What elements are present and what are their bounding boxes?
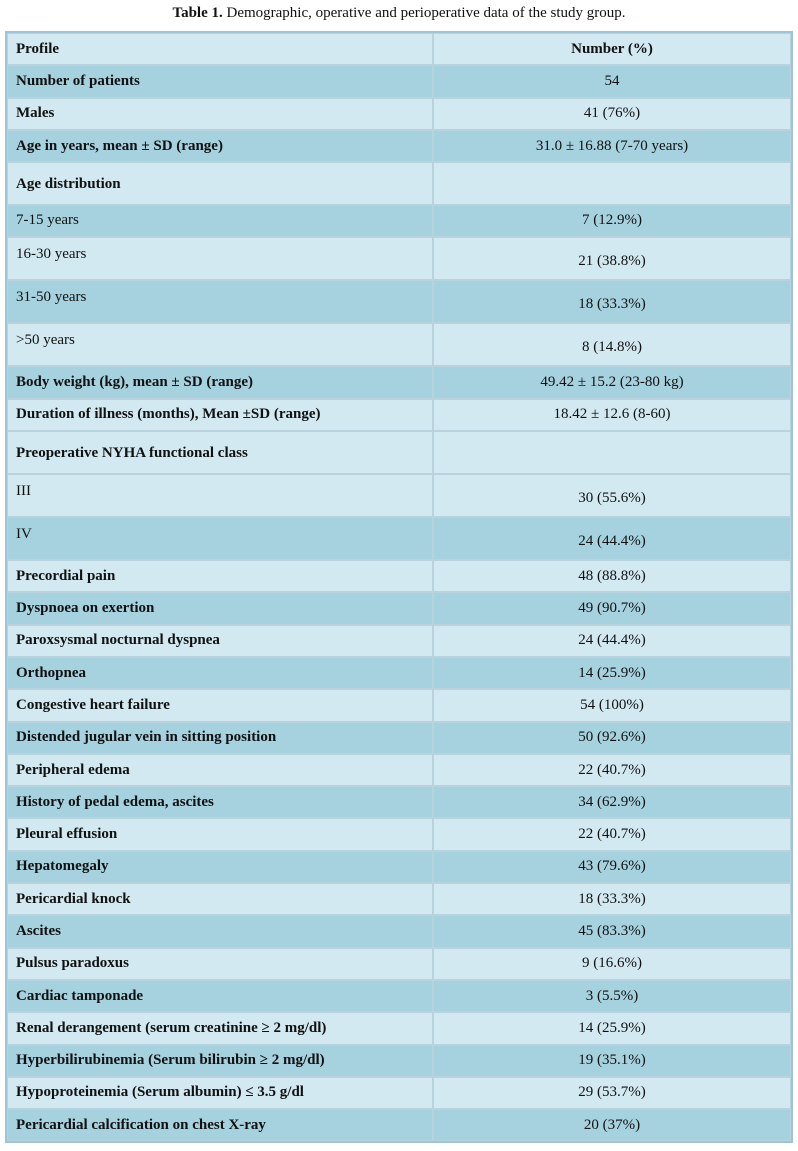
row-value: 20 (37%) bbox=[433, 1109, 791, 1141]
row-value: 49 (90.7%) bbox=[433, 592, 791, 624]
row-label: Dyspnoea on exertion bbox=[7, 592, 433, 624]
demographic-data-table bbox=[5, 31, 793, 1143]
row-label: Hepatomegaly bbox=[7, 851, 433, 883]
row-label: Pleural effusion bbox=[7, 818, 433, 850]
row-label: Number of patients bbox=[7, 65, 433, 97]
row-value: 41 (76%) bbox=[433, 98, 791, 130]
table-row bbox=[7, 948, 791, 980]
row-value: 24 (44.4%) bbox=[433, 517, 791, 560]
row-label: Paroxsysmal nocturnal dyspnea bbox=[7, 625, 433, 657]
row-value: 19 (35.1%) bbox=[433, 1045, 791, 1077]
row-value: 50 (92.6%) bbox=[433, 722, 791, 754]
row-value: 24 (44.4%) bbox=[433, 625, 791, 657]
row-label: 16-30 years bbox=[7, 237, 433, 280]
row-value: 31.0 ± 16.88 (7-70 years) bbox=[433, 130, 791, 162]
row-value: 54 (100%) bbox=[433, 689, 791, 721]
table-row bbox=[7, 205, 791, 237]
row-value: 54 bbox=[433, 65, 791, 97]
row-label: Age in years, mean ± SD (range) bbox=[7, 130, 433, 162]
row-label: Congestive heart failure bbox=[7, 689, 433, 721]
row-value: 8 (14.8%) bbox=[433, 323, 791, 366]
row-label: >50 years bbox=[7, 323, 433, 366]
row-value: 30 (55.6%) bbox=[433, 474, 791, 517]
row-label: 7-15 years bbox=[7, 205, 433, 237]
row-value: 43 (79.6%) bbox=[433, 851, 791, 883]
row-label: Pericardial knock bbox=[7, 883, 433, 915]
row-value: 45 (83.3%) bbox=[433, 915, 791, 947]
row-value: 14 (25.9%) bbox=[433, 1012, 791, 1044]
table-row bbox=[7, 818, 791, 850]
table-row bbox=[7, 592, 791, 624]
table-caption-text: Demographic, operative and perioperative data of the study group. bbox=[222, 5, 626, 21]
row-label: Hyperbilirubinemia (Serum bilirubin ≥ 2 mg/dl) bbox=[7, 1045, 433, 1077]
table-row bbox=[7, 689, 791, 721]
row-label: Hypoproteinemia (Serum albumin) ≤ 3.5 g/dl bbox=[7, 1077, 433, 1109]
table-row bbox=[7, 280, 791, 323]
row-label: Males bbox=[7, 98, 433, 130]
row-value: 18 (33.3%) bbox=[433, 280, 791, 323]
table-row bbox=[7, 130, 791, 162]
table-row bbox=[7, 883, 791, 915]
row-label: Distended jugular vein in sitting position bbox=[7, 722, 433, 754]
row-value: 48 (88.8%) bbox=[433, 560, 791, 592]
table-row bbox=[7, 625, 791, 657]
table-row bbox=[7, 1045, 791, 1077]
row-label: Orthopnea bbox=[7, 657, 433, 689]
table-row bbox=[7, 237, 791, 280]
row-value: 34 (62.9%) bbox=[433, 786, 791, 818]
row-label: Peripheral edema bbox=[7, 754, 433, 786]
section-label: Age distribution bbox=[7, 162, 433, 205]
table-row bbox=[7, 1077, 791, 1109]
row-value: 9 (16.6%) bbox=[433, 948, 791, 980]
row-label: Precordial pain bbox=[7, 560, 433, 592]
table-caption-label: Table 1. bbox=[172, 5, 223, 21]
row-value: 18 (33.3%) bbox=[433, 883, 791, 915]
row-label: Duration of illness (months), Mean ±SD (range) bbox=[7, 399, 433, 431]
row-value: 21 (38.8%) bbox=[433, 237, 791, 280]
table-row bbox=[7, 657, 791, 689]
row-label: Body weight (kg), mean ± SD (range) bbox=[7, 366, 433, 398]
row-label: Ascites bbox=[7, 915, 433, 947]
table-row bbox=[7, 366, 791, 398]
table-row bbox=[7, 98, 791, 130]
header-number: Number (%) bbox=[433, 33, 791, 65]
table-row bbox=[7, 560, 791, 592]
table-row bbox=[7, 722, 791, 754]
table-row bbox=[7, 1012, 791, 1044]
header-profile: Profile bbox=[7, 33, 433, 65]
section-row-age-distribution bbox=[7, 162, 791, 205]
row-label: Renal derangement (serum creatinine ≥ 2 mg/dl) bbox=[7, 1012, 433, 1044]
row-value: 29 (53.7%) bbox=[433, 1077, 791, 1109]
table-row bbox=[7, 980, 791, 1012]
row-value: 22 (40.7%) bbox=[433, 754, 791, 786]
table-row bbox=[7, 323, 791, 366]
row-value: 49.42 ± 15.2 (23-80 kg) bbox=[433, 366, 791, 398]
table-row bbox=[7, 786, 791, 818]
table-caption bbox=[0, 0, 798, 26]
row-label: Cardiac tamponade bbox=[7, 980, 433, 1012]
row-label: History of pedal edema, ascites bbox=[7, 786, 433, 818]
section-value bbox=[433, 162, 791, 205]
table-row bbox=[7, 517, 791, 560]
section-value bbox=[433, 431, 791, 474]
table-row bbox=[7, 754, 791, 786]
section-label: Preoperative NYHA functional class bbox=[7, 431, 433, 474]
table-row bbox=[7, 474, 791, 517]
table-row bbox=[7, 851, 791, 883]
section-row-nyha-class bbox=[7, 431, 791, 474]
table-header-row bbox=[7, 33, 791, 65]
row-value: 18.42 ± 12.6 (8-60) bbox=[433, 399, 791, 431]
table-row bbox=[7, 65, 791, 97]
table-container bbox=[5, 31, 793, 1143]
row-value: 3 (5.5%) bbox=[433, 980, 791, 1012]
row-label: 31-50 years bbox=[7, 280, 433, 323]
row-value: 22 (40.7%) bbox=[433, 818, 791, 850]
row-label: IV bbox=[7, 517, 433, 560]
table-row bbox=[7, 915, 791, 947]
table-row bbox=[7, 1109, 791, 1141]
row-label: Pericardial calcification on chest X-ray bbox=[7, 1109, 433, 1141]
table-row bbox=[7, 399, 791, 431]
row-value: 14 (25.9%) bbox=[433, 657, 791, 689]
row-value: 7 (12.9%) bbox=[433, 205, 791, 237]
row-label: III bbox=[7, 474, 433, 517]
row-label: Pulsus paradoxus bbox=[7, 948, 433, 980]
